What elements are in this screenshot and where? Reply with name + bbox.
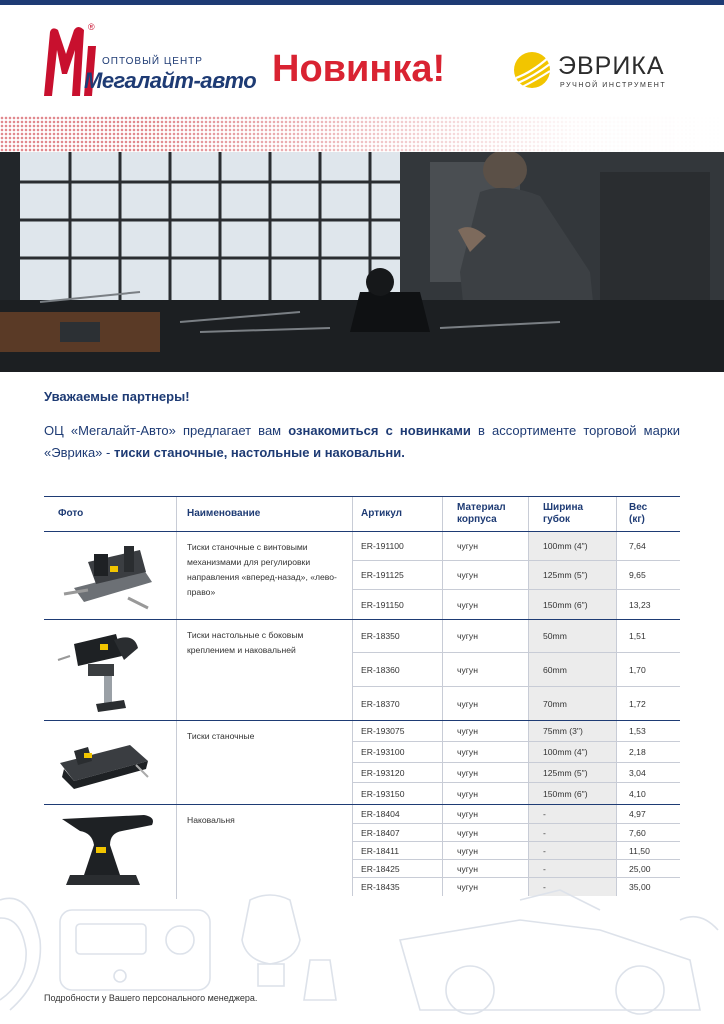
weight-cell: 1,53 (616, 721, 680, 741)
width-cell: 125mm (5") (528, 561, 616, 589)
product-group-machine-vise-adjustable (44, 532, 680, 620)
table-header (44, 496, 680, 532)
product-name: Тиски станочные (176, 721, 352, 804)
article-cell: ER-18350 (352, 620, 442, 652)
header-photo: Фото (58, 508, 84, 519)
weight-cell: 2,18 (616, 742, 680, 762)
halftone-band (0, 116, 724, 152)
intro-bold-1: ознакомиться с новинками (288, 423, 471, 438)
table-row (352, 687, 680, 720)
header-weight-line1: Вес (629, 502, 648, 513)
article-cell: ER-18370 (352, 687, 442, 720)
width-cell: - (528, 805, 616, 823)
material-cell: чугун (442, 620, 528, 652)
width-cell: 150mm (6") (528, 590, 616, 619)
width-cell: - (528, 860, 616, 877)
header-width-line1: Ширина (543, 502, 584, 513)
eureka-name: ЭВРИКА (558, 52, 665, 80)
table-row (352, 763, 680, 783)
product-rows (352, 620, 680, 720)
greeting: Уважаемые партнеры! (44, 389, 190, 404)
material-cell: чугун (442, 561, 528, 589)
header-material (442, 497, 528, 531)
header-weight-line2: (кг) (629, 514, 645, 525)
weight-cell: 4,97 (616, 805, 680, 823)
width-cell: - (528, 842, 616, 859)
weight-cell: 9,65 (616, 561, 680, 589)
weight-cell: 11,50 (616, 842, 680, 859)
eureka-logo[interactable] (512, 44, 692, 94)
eureka-subtitle: РУЧНОЙ ИНСТРУМЕНТ (560, 82, 667, 89)
product-group-machine-vise (44, 721, 680, 805)
page-title: Новинка! (272, 48, 446, 90)
width-cell: 75mm (3") (528, 721, 616, 741)
product-name: Тиски настольные с боковым креплением и наковальней (176, 620, 352, 720)
table-row (352, 653, 680, 687)
drill-press-vise-image (44, 721, 176, 805)
table-row (352, 721, 680, 742)
material-cell: чугун (442, 687, 528, 720)
weight-cell: 1,70 (616, 653, 680, 686)
article-cell: ER-193120 (352, 763, 442, 782)
product-group-bench-vise (44, 620, 680, 721)
product-photo (44, 620, 176, 720)
width-cell: 60mm (528, 653, 616, 686)
article-cell: ER-191100 (352, 532, 442, 560)
material-cell: чугун (442, 805, 528, 823)
table-row (352, 783, 680, 804)
intro-paragraph (44, 420, 680, 464)
weight-cell: 35,00 (616, 878, 680, 896)
intro-bold-2: тиски станочные, настольные и наковальни. (113, 445, 405, 460)
table-row (352, 842, 680, 860)
eureka-sun-icon (512, 50, 552, 90)
product-photo (44, 721, 176, 804)
weight-cell: 1,72 (616, 687, 680, 720)
intro-text-2: в ассортименте торговой марки «Эврика» - (44, 423, 681, 460)
machine-vise-image (44, 532, 176, 620)
width-cell: 150mm (6") (528, 783, 616, 804)
product-rows (352, 532, 680, 619)
weight-cell: 4,10 (616, 783, 680, 804)
table-row (352, 620, 680, 653)
product-table (44, 496, 680, 899)
product-name: Тиски станочные с винтовыми механизмами для регулировки направления «вперед-назад», «лево-право» (176, 532, 352, 619)
article-cell: ER-18407 (352, 824, 442, 841)
material-cell: чугун (442, 860, 528, 877)
megalight-logo[interactable] (40, 22, 257, 104)
article-cell: ER-18404 (352, 805, 442, 823)
header-name: Наименование (176, 497, 352, 531)
logo-subtitle: ОПТОВЫЙ ЦЕНТР (102, 56, 203, 67)
article-cell: ER-18411 (352, 842, 442, 859)
article-cell: ER-18435 (352, 878, 442, 896)
material-cell: чугун (442, 721, 528, 741)
header-article: Артикул (352, 497, 442, 531)
header-weight (616, 497, 680, 531)
product-photo (44, 532, 176, 619)
weight-cell: 1,51 (616, 620, 680, 652)
bench-vise-image (44, 620, 176, 721)
width-cell: 50mm (528, 620, 616, 652)
material-cell: чугун (442, 653, 528, 686)
weight-cell: 7,60 (616, 824, 680, 841)
article-cell: ER-193075 (352, 721, 442, 741)
weight-cell: 25,00 (616, 860, 680, 877)
material-cell: чугун (442, 763, 528, 782)
weight-cell: 3,04 (616, 763, 680, 782)
table-row (352, 860, 680, 878)
article-cell: ER-191150 (352, 590, 442, 619)
article-cell: ER-18425 (352, 860, 442, 877)
table-row (352, 824, 680, 842)
width-cell: 125mm (5") (528, 763, 616, 782)
material-cell: чугун (442, 783, 528, 804)
table-row (352, 805, 680, 824)
product-name: Наковальня (176, 805, 352, 899)
article-cell: ER-18360 (352, 653, 442, 686)
header-width-line2: губок (543, 514, 571, 525)
footer-note: Подробности у Вашего персонального менеджера. (44, 993, 258, 1003)
top-bar (0, 0, 724, 5)
registered-mark: ® (88, 22, 95, 32)
table-row (352, 742, 680, 763)
header-material-line1: Материал (457, 502, 506, 513)
logo-title: Мегалайт-авто (84, 68, 257, 93)
weight-cell: 7,64 (616, 532, 680, 560)
workshop-photo (0, 152, 724, 372)
width-cell: - (528, 824, 616, 841)
article-cell: ER-193100 (352, 742, 442, 762)
material-cell: чугун (442, 532, 528, 560)
material-cell: чугун (442, 590, 528, 619)
table-row (352, 561, 680, 590)
weight-cell: 13,23 (616, 590, 680, 619)
width-cell: 100mm (4") (528, 742, 616, 762)
table-row (352, 532, 680, 561)
intro-text-1: ОЦ «Мегалайт-Авто» предлагает вам (44, 423, 289, 438)
article-cell: ER-193150 (352, 783, 442, 804)
product-rows (352, 721, 680, 804)
header-width (528, 497, 616, 531)
material-cell: чугун (442, 842, 528, 859)
material-cell: чугун (442, 742, 528, 762)
width-cell: 70mm (528, 687, 616, 720)
header-material-line2: корпуса (457, 514, 497, 525)
material-cell: чугун (442, 878, 528, 896)
width-cell: - (528, 878, 616, 896)
table-row (352, 590, 680, 619)
width-cell: 100mm (4") (528, 532, 616, 560)
article-cell: ER-191125 (352, 561, 442, 589)
material-cell: чугун (442, 824, 528, 841)
